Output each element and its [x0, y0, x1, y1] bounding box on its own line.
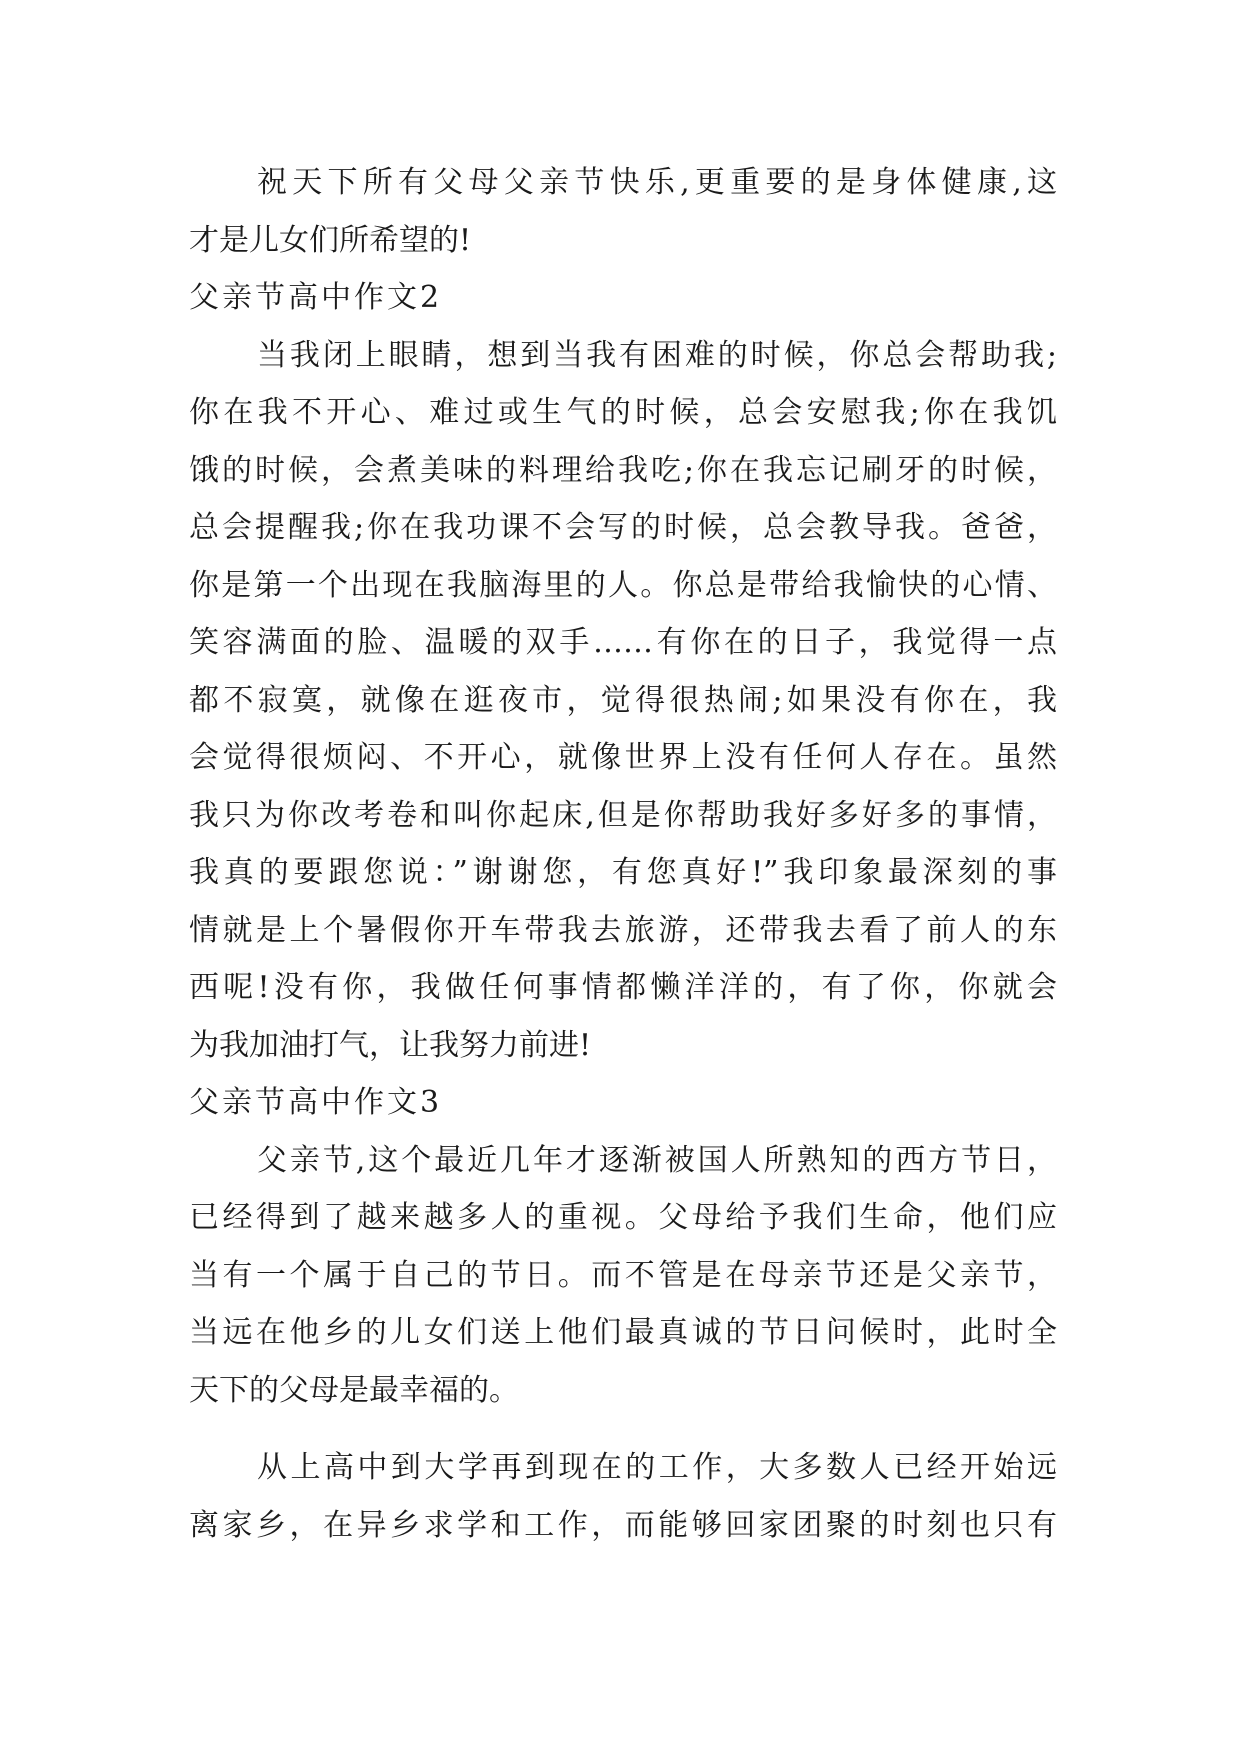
essay-3-heading: 父亲节高中作文3 [189, 1085, 443, 1120]
text-line: 从上高中到大学再到现在的工作，大多数人已经开始远 [257, 1450, 1057, 1485]
text-line: 会觉得很烦闷、不开心，就像世界上没有任何人存在。虽然 [189, 740, 1057, 775]
text-line: 笑容满面的脸、温暖的双手……有你在的日子，我觉得一点 [189, 625, 1057, 660]
text-line: 总会提醒我;你在我功课不会写的时候，总会教导我。爸爸， [189, 510, 1057, 545]
text-line: 离家乡，在异乡求学和工作，而能够回家团聚的时刻也只有 [189, 1507, 1057, 1543]
text-line: 你在我不开心、难过或生气的时候，总会安慰我;你在我饥 [189, 395, 1057, 430]
text-line: 父亲节,这个最近几年才逐渐被国人所熟知的西方节日， [257, 1142, 1057, 1178]
text-line: 西呢!没有你，我做任何事情都懒洋洋的，有了你，你就会 [189, 970, 1057, 1005]
essay-2-heading: 父亲节高中作文2 [189, 280, 443, 315]
text-line: 当远在他乡的儿女们送上他们最真诚的节日问候时，此时全 [189, 1315, 1057, 1350]
text-line: 当我闭上眼睛，想到当我有困难的时候，你总会帮助我; [257, 337, 1057, 373]
text-line: 都不寂寞，就像在逛夜市，觉得很热闹;如果没有你在，我 [189, 682, 1057, 718]
text-line: 情就是上个暑假你开车带我去旅游，还带我去看了前人的东 [189, 912, 1057, 948]
text-line: 饿的时候，会煮美味的料理给我吃;你在我忘记刷牙的时候， [189, 452, 1057, 488]
text-line: 我真的要跟您说：”谢谢您，有您真好!”我印象最深刻的事 [189, 855, 1057, 890]
text-line: 当有一个属于自己的节日。而不管是在母亲节还是父亲节， [189, 1257, 1057, 1293]
text-line: 已经得到了越来越多人的重视。父母给予我们生命，他们应 [189, 1200, 1057, 1235]
text-line: 天下的父母是最幸福的。 [189, 1372, 519, 1408]
document-body [189, 154, 1057, 1554]
text-line: 为我加油打气，让我努力前进! [189, 1027, 592, 1063]
intro-paragraph [189, 154, 1057, 269]
text-line: 才是儿女们所希望的! [189, 222, 472, 258]
text-line: 祝天下所有父母父亲节快乐,更重要的是身体健康,这 [257, 165, 1057, 200]
essay-3-paragraph-1 [189, 1132, 1057, 1420]
essay-3-paragraph-2 [189, 1439, 1057, 1554]
text-line: 你是第一个出现在我脑海里的人。你总是带给我愉快的心情、 [189, 567, 1057, 603]
text-line: 我只为你改考卷和叫你起床,但是你帮助我好多好多的事情， [189, 797, 1057, 833]
essay-2-paragraph [189, 327, 1057, 1075]
